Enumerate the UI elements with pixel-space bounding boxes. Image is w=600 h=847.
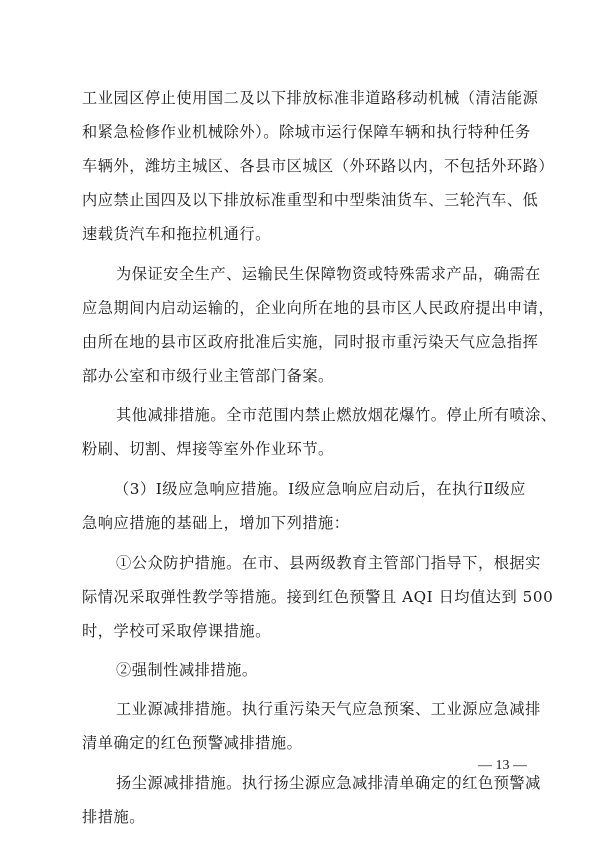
paragraph-5-line-1: ①公众防护措施。在市、县两级教育主管部门指导下，根据实 — [116, 554, 541, 572]
paragraph-7-line-1: 工业源减排措施。执行重污染天气应急预案、工业源应急减排 — [116, 700, 541, 718]
paragraph-1-line-1: 工业园区停止使用国二及以下排放标准非道路移动机械（清洁能源 — [82, 89, 539, 107]
paragraph-7-line-2: 清单确定的红色预警减排措施。 — [82, 734, 303, 752]
paragraph-8-line-1: 扬尘源减排措施。执行扬尘源应急减排清单确定的红色预警减 — [116, 774, 541, 792]
paragraph-3-line-2: 粉刷、切割、焊接等室外作业环节。 — [82, 440, 334, 458]
paragraph-1-line-4: 内应禁止国四及以下排放标准重型和中型柴油货车、三轮汽车、低 — [82, 191, 539, 209]
page-number: — 13 — — [478, 758, 527, 773]
paragraph-1-line-2: 和紧急检修作业机械除外）。除城市运行保障车辆和执行特种任务 — [82, 123, 531, 141]
paragraph-5-line-3: 时，学校可采取停课措施。 — [82, 622, 271, 640]
paragraph-2-line-1: 为保证安全生产、运输民生保障物资或特殊需求产品，确需在 — [116, 265, 541, 283]
paragraph-2-line-4: 部办公室和市级行业主管部门备案。 — [82, 367, 334, 385]
paragraph-6-line-1: ②强制性减排措施。 — [116, 661, 258, 679]
paragraph-3-line-1: 其他减排措施。全市范围内禁止燃放烟花爆竹。停止所有喷涂、 — [116, 406, 557, 424]
paragraph-8-line-2: 排措施。 — [82, 808, 145, 826]
paragraph-1-line-5: 速载货汽车和拖拉机通行。 — [82, 225, 271, 243]
paragraph-2-line-3: 由所在地的县市区政府批准后实施，同时报市重污染天气应急指挥 — [82, 333, 539, 351]
paragraph-4-line-1: （3）Ⅰ级应急响应措施。Ⅰ级应急响应启动后，在执行Ⅱ级应 — [114, 480, 526, 498]
paragraph-2-line-2: 应急期间内启动运输的，企业向所在地的县市区人民政府提出申请， — [82, 299, 555, 317]
paragraph-1-line-3: 车辆外，潍坊主城区、各县市区城区（外环路以内，不包括外环路） — [82, 157, 555, 175]
paragraph-4-line-2: 急响应措施的基础上，增加下列措施： — [82, 514, 350, 532]
paragraph-5-line-2: 际情况采取弹性教学等措施。接到红色预警且 AQI 日均值达到 500 — [82, 588, 554, 606]
